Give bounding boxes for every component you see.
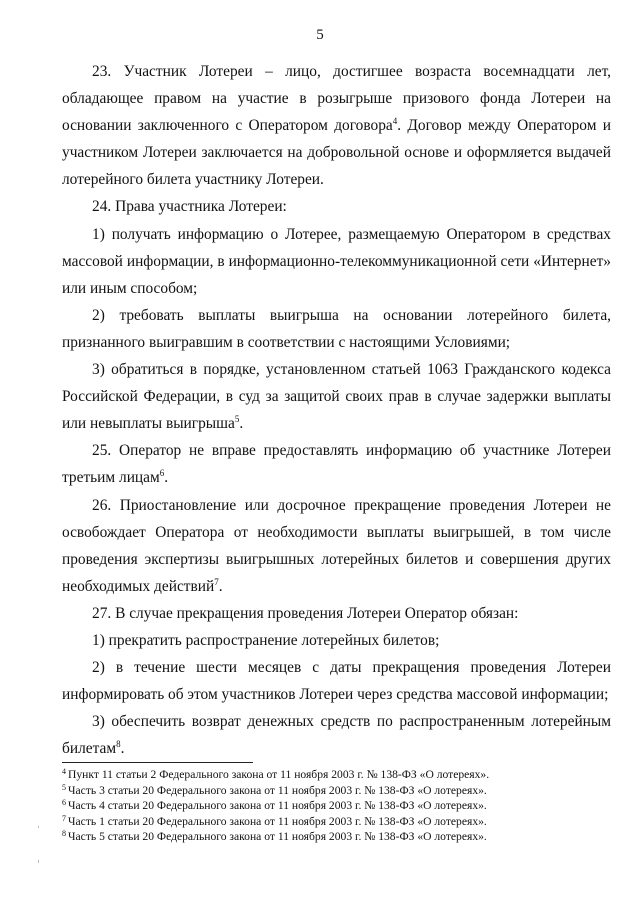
paragraph-text: . Договор между Оператором и участником Лотереи заключается на добровольной основе и оформляется выдачей лотерейного билета участнику Лотереи. xyxy=(62,117,611,189)
footnote-number: 5 xyxy=(62,782,66,792)
footnote-5 xyxy=(62,783,622,799)
footnote-7 xyxy=(62,814,622,830)
page-number: 5 xyxy=(316,27,324,43)
paragraph-text: 3) обеспечить возврат денежных средств по распространенным лотерейным билетам xyxy=(62,713,611,758)
footnote-number: 8 xyxy=(62,829,66,838)
document-body xyxy=(62,58,611,762)
paragraph-25 xyxy=(62,437,611,491)
scan-artifact xyxy=(38,860,39,863)
footnote-ref-4: 4 xyxy=(392,116,398,127)
footnote-ref-6: 6 xyxy=(159,468,165,479)
footnote-number: 4 xyxy=(62,767,66,776)
paragraph-text: 3) обратиться в порядке, установленном статьей 1063 Гражданского кодекса Российской Федерации, в суд за защитой своих прав в случае задержки выплаты или невыплаты выигрыша xyxy=(62,361,611,433)
footnotes xyxy=(62,767,622,845)
footnote-text: Часть 1 статьи 20 Федерального закона от 11 ноября 2003 г. № 138-ФЗ «О лотереях». xyxy=(68,814,487,828)
paragraph-27-item-3 xyxy=(62,708,611,762)
footnote-number: 7 xyxy=(62,813,66,823)
paragraph-text: . xyxy=(218,577,223,595)
paragraph-text: 1) получать информацию о Лотерее, размещаемую Оператором в средствах массовой информации, в информационно-телекоммуникационной сети «Интернет» или иным способом; xyxy=(62,225,611,297)
paragraph-text: 24. Права участника Лотереи: xyxy=(92,198,287,216)
footnote-text: Часть 5 статьи 20 Федерального закона от 11 ноября 2003 г. № 138-ФЗ «О лотереях». xyxy=(68,830,487,843)
footnote-ref-5: 5 xyxy=(234,414,240,425)
footnote-8 xyxy=(62,829,622,845)
footnote-number: 6 xyxy=(62,798,66,807)
footnote-separator xyxy=(62,762,253,763)
footnote-4 xyxy=(62,767,622,783)
paragraph-text: 26. Приостановление или досрочное прекращение проведения Лотереи не освобождает Оператора от необходимости выплаты выигрышей, в том числе проведения экспертизы выигрышных лотерейных билетов и совершения других необходимых действий xyxy=(62,496,611,595)
footnote-ref-7: 7 xyxy=(214,576,219,587)
footnote-ref-8: 8 xyxy=(116,739,121,750)
footnote-text: Часть 3 статьи 20 Федерального закона от 11 ноября 2003 г. № 138-ФЗ «О лотереях». xyxy=(68,783,487,797)
paragraph-24-item-2 xyxy=(62,302,611,356)
paragraph-text: . xyxy=(120,740,125,758)
paragraph-26 xyxy=(62,492,611,600)
paragraph-24 xyxy=(62,193,611,220)
scan-artifact xyxy=(38,826,39,828)
paragraph-24-item-3 xyxy=(62,356,611,437)
footnote-6 xyxy=(62,798,622,814)
paragraph-24-item-1 xyxy=(62,221,611,302)
paragraph-27-item-1 xyxy=(62,627,611,654)
paragraph-text: 23. Участник Лотереи – лицо, достигшее возраста восемнадцати лет, обладающее правом на участие в розыгрыше призового фонда Лотереи на основании заключенного с Оператором договора xyxy=(62,63,611,135)
paragraph-text: 25. Оператор не вправе предоставлять информацию об участнике Лотереи третьим лицам xyxy=(62,442,611,487)
paragraph-text: 2) требовать выплаты выигрыша на основании лотерейного билета, признанного выигравшим в соответствии с настоящими Условиями; xyxy=(62,306,611,351)
paragraph-23 xyxy=(62,58,611,193)
paragraph-text: 1) прекратить распространение лотерейных билетов; xyxy=(92,631,440,649)
footnote-text: Часть 4 статьи 20 Федерального закона от 11 ноября 2003 г. № 138-ФЗ «О лотереях». xyxy=(68,799,487,812)
paragraph-text: . xyxy=(239,415,244,433)
footnote-text: Пункт 11 статьи 2 Федерального закона от 11 ноября 2003 г. № 138-ФЗ «О лотереях». xyxy=(68,768,490,781)
paragraph-27-item-2 xyxy=(62,654,611,708)
paragraph-text: 27. В случае прекращения проведения Лотереи Оператор обязан: xyxy=(92,604,519,622)
paragraph-text: 2) в течение шести месяцев с даты прекращения проведения Лотереи информировать об этом участников Лотереи через средства массовой информации; xyxy=(62,659,611,704)
paragraph-27 xyxy=(62,600,611,627)
paragraph-text: . xyxy=(164,469,169,487)
